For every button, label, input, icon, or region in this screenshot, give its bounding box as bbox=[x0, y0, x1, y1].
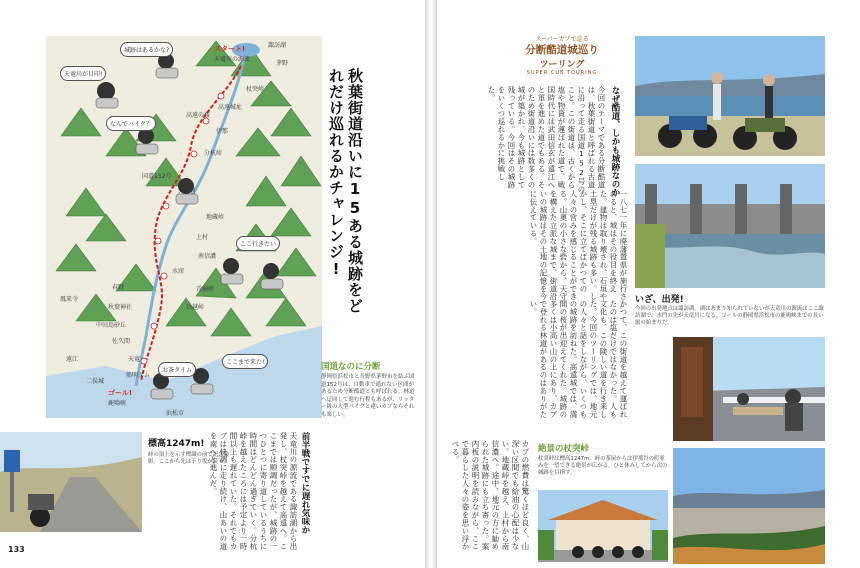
map-place: 遠江 bbox=[66, 356, 79, 363]
map-place: 兵越峠 bbox=[186, 304, 205, 311]
valley-panorama-photo bbox=[673, 448, 825, 564]
map-place: 茅野 bbox=[276, 60, 289, 67]
map-place: 分杭峠 bbox=[204, 150, 223, 157]
map-place: 大鹿村 bbox=[178, 188, 197, 195]
map-speech-bubble: お茶タイム bbox=[158, 362, 196, 377]
map-place: 秋葉神社 bbox=[108, 304, 133, 311]
teahouse-bikes-photo bbox=[538, 490, 668, 562]
pass-heading: 標高1247m! bbox=[148, 439, 205, 449]
map-illustration bbox=[46, 36, 322, 418]
map-place: 青崩峠 bbox=[196, 286, 215, 293]
map-place: 佐久間 bbox=[112, 338, 131, 345]
map-place: 伊那 bbox=[216, 128, 229, 135]
section5-body: カブの燃費は驚くほど良く、山深い区間でも給油の心配は少ない。地蔵峠を越え、上村から南信濃へ。途中、地元の方に勧められた城跡にも立ち寄った。案内板の説明を読みながら、ここで暮らした人々の姿を思い浮かべる。 bbox=[451, 440, 530, 551]
map-place: 天竜 bbox=[128, 356, 141, 363]
map-place: 南信濃 bbox=[198, 253, 217, 260]
map-speech-bubble: 天竜川が目印! bbox=[60, 66, 106, 81]
pass-teahouse-photo bbox=[673, 337, 825, 441]
section1-body: 今回のテーマである分断酷道は、秋葉街道と呼ばれる古道に沿って走る国道152号のこと。この街道は、古くから塩や物資が運ばれた道で、戦国時代には武田信玄が遠江へと軍を進めた道でもある。そのため街道沿いには数多くの城が築かれ、今も城跡として残っている。今回はその城跡をいくつ巡れるかに挑戦した。 bbox=[487, 86, 606, 194]
map-place: 水窪 bbox=[172, 268, 185, 275]
map-goal-sub: 鹿鳴峡 bbox=[108, 400, 127, 407]
map-start-label: スタート! bbox=[214, 45, 246, 53]
section4-heading: 前半戦ですでに遅れ気味か bbox=[300, 432, 310, 534]
map-place: 中田島砂丘 bbox=[96, 322, 127, 329]
departure-heading: いざ、出発! bbox=[635, 295, 684, 305]
series-logo bbox=[498, 34, 626, 76]
map-goal-label: ゴール! bbox=[108, 389, 133, 397]
info-sidebox bbox=[321, 360, 421, 426]
section2-body: 一八七一年に廃藩置県が施行されると、城はその役目を終えた。建物は取り壊され、石垣や土塁だけが残る城跡も多い。しかし、そこに立てばかつての人々の営みを感じることができる。山奥の小さな砦から、天守を構えた立派な城まで、街道沿いの城跡はその土地の記憶を今に伝えている。 bbox=[529, 190, 628, 301]
map-speech-bubble: ここ行きたい bbox=[236, 236, 280, 251]
map-place: 上村 bbox=[196, 234, 209, 241]
article-title: 秋葉街道沿いに15ある城跡をどれだけ巡れるかチャレンジ! bbox=[327, 68, 364, 314]
pass-caption: 峠の頂上を示す標識の前で記念撮影。ここから先は下り坂が続く。 bbox=[148, 452, 229, 465]
map-place: 諏訪湖 bbox=[268, 42, 287, 49]
map-speech-bubble: なんでバイク？ bbox=[106, 116, 156, 131]
section4-body: 天竜川の源流である諏訪湖から出発し、杖突峠を越えて高遠へ。ここまでは順調だったが、城跡の一つひとつに寄り道しているうちに時間はどんどん過ぎていく。分杭峠を越えたころには予定より一時間以上も遅れていた。それでもカブは快調に走り続け、山あいの道を南へと進んだ。 bbox=[209, 432, 298, 551]
pass-photo bbox=[0, 432, 142, 532]
map-speech-bubble: 城跡はあるかな? bbox=[120, 42, 173, 57]
sidebox-text: 静岡県浜松市と長野県茅野市を結ぶ国道152号は、自動車で通れない区間があるため分断酷道とも呼ばれる。林道へ迂回して進む行程もあるが、リッター級の大型バイクと違いカブならそれも楽しい。 bbox=[321, 374, 415, 418]
map-place: 地蔵峠 bbox=[206, 214, 225, 221]
route-map bbox=[46, 36, 322, 418]
map-place: 高遠城址 bbox=[218, 104, 243, 111]
sidebox-heading: 国道なのに分断 bbox=[321, 362, 381, 372]
teahouse-sign: 杖突峠 bbox=[646, 369, 667, 377]
series-title-line1: 分断酷道城巡り bbox=[525, 44, 599, 56]
dam-photo bbox=[635, 164, 825, 288]
map-place: 鳳来寺 bbox=[60, 296, 79, 303]
section3-body: かつて、この街道を越えて運ばれたのは塩だけではなかった。人も文化も、この険しい道を行き来した。今回のツーリングでは、地元の人々と話をしながら、いくつもの城跡を訪ねた。高遠城では、満開の桜が出迎えてくれた。城跡の多くは小高い山の上にあり、カブで登れる林道があるのはありがたい。 bbox=[529, 300, 628, 419]
map-place: 浜松市 bbox=[166, 410, 185, 417]
section1-heading: なぜ酷道、しかも城跡なのか bbox=[610, 86, 620, 197]
map-place: 船明ダム bbox=[126, 372, 151, 379]
map-speech-bubble: ここまで来た! bbox=[222, 354, 268, 369]
map-place: 二俣城 bbox=[86, 378, 105, 385]
view-caption: 杖突峠は標高1247m。峠の茶屋からは伊那谷の町並みを一望できる絶景が広がる。ひと休みしてから次の城跡を目指す。 bbox=[538, 456, 668, 476]
page-number: 133 bbox=[8, 545, 25, 554]
map-place: 杖突峠 bbox=[246, 86, 265, 93]
lake-riders-photo bbox=[635, 36, 825, 156]
page-gutter bbox=[425, 0, 437, 568]
series-title-line2: ツーリング bbox=[539, 60, 585, 70]
series-kicker: スーパーカブで巡る bbox=[535, 36, 589, 43]
map-place: 高遠の桜 bbox=[186, 112, 211, 119]
series-english: SUPER CUB TOURING bbox=[526, 70, 598, 76]
view-heading: 絶景の杖突峠 bbox=[538, 444, 590, 454]
map-start-sub: 天竜川の源流 bbox=[214, 56, 251, 63]
departure-caption: 今回の出発地点は諏訪湖。湖はあまり知られていないが天竜川の源流はここ諏訪湖で、水門の先が天竜川になる。ゴールの静岡県浜松市の鹿鳴峡までの長い旅の始まりだ。 bbox=[635, 306, 824, 326]
map-place: 国道152号 bbox=[142, 173, 172, 180]
map-place: 春野 bbox=[112, 284, 125, 291]
